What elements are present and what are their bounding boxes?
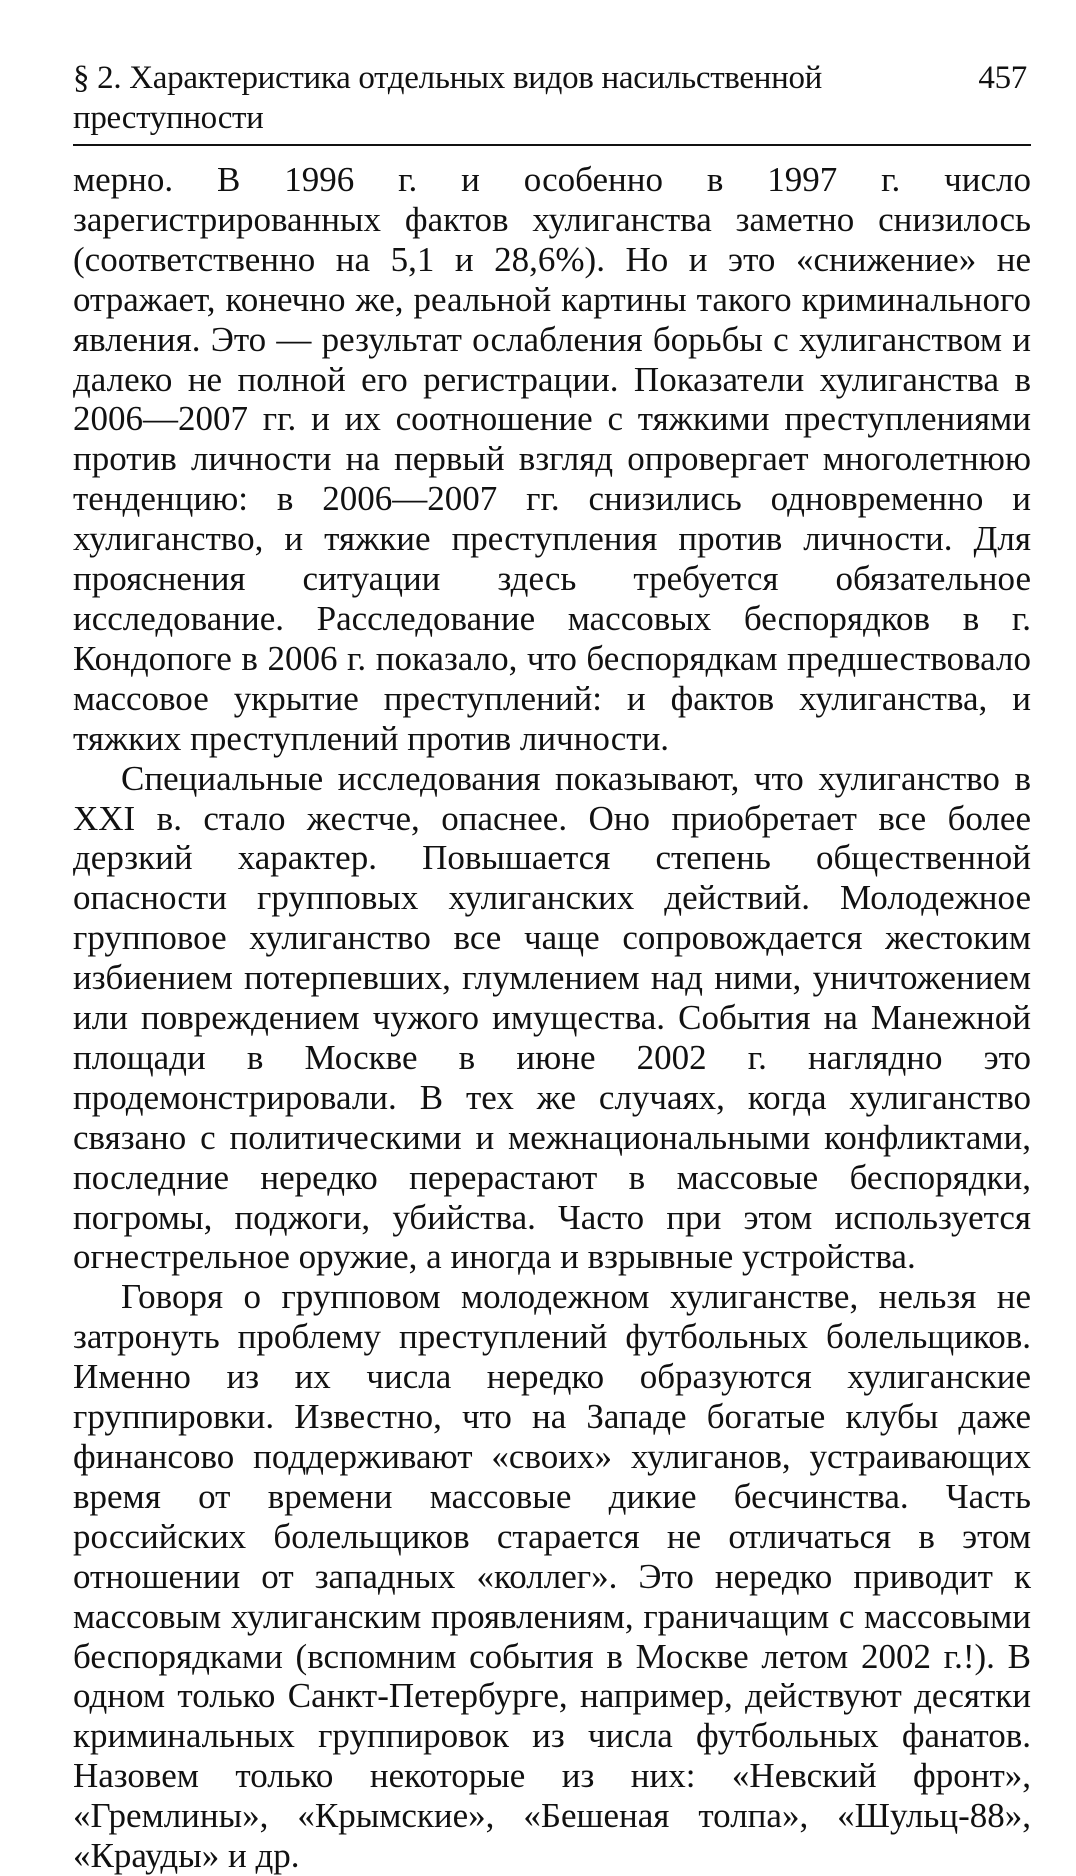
book-page (73, 58, 1031, 1876)
running-header (73, 58, 1031, 146)
section-title: § 2. Характеристика отдельных видов насильственной преступности (73, 60, 823, 136)
body-text (73, 160, 1031, 1876)
paragraph-continued: мерно. В 1996 г. и особенно в 1997 г. число зарегистрированных фактов хулиганства заметно снизилось (соответственно на 5,1 и 28,6%). Но и это «снижение» не отражает, конечно же, реальной картины такого криминального явления. Это — результат ослабления борьбы с хулиганством и далеко не полной его регистрации. Показатели хулиганства в 2006—2007 гг. и их соотношение с тяжкими преступлениями против личности на первый взгляд опровергает многолетнюю тенденцию: в 2006—2007 гг. снизились одновременно и хулиганство, и тяжкие преступления против личности. Для прояснения ситуации здесь требуется обязательное исследование. Расследование массовых беспорядков в г. Кондопоге в 2006 г. показало, что беспорядкам предшествовало массовое укрытие преступлений: и фактов хулиганства, и тяжких преступлений против личности. (73, 160, 1031, 758)
paragraph: Говоря о групповом молодежном хулиганстве, нельзя не затронуть проблему преступлений футбольных болельщиков. Именно из их числа нередко образуются хулиганские группировки. Известно, что на Западе богатые клубы даже финансово поддерживают «своих» хулиганов, устраивающих время от времени массовые дикие бесчинства. Часть российских болельщиков старается не отличаться в этом отношении от западных «коллег». Это нередко приводит к массовым хулиганским проявлениям, граничащим с массовыми беспорядками (вспомним события в Москве летом 2002 г.!). В одном только Санкт-Петербурге, например, действуют десятки криминальных группировок из числа футбольных фанатов. Назовем только некоторые из них: «Невский фронт», «Гремлины», «Крымские», «Бешеная толпа», «Шульц-88», «Крауды» и др. (73, 1277, 1031, 1876)
page-number: 457 (978, 60, 1027, 96)
paragraph: Специальные исследования показывают, что хулиганство в XXI в. стало жестче, опаснее. Оно приобретает все более дерзкий характер. Повышается степень общественной опасности групповых хулиганских действий. Молодежное групповое хулиганство все чаще сопровождается жестоким избиением потерпевших, глумлением над ними, уничтожением или повреждением чужого имущества. События на Манежной площади в Москве в июне 2002 г. наглядно это продемонстрировали. В тех же случаях, когда хулиганство связано с политическими и межнациональными конфликтами, последние нередко перерастают в массовые беспорядки, погромы, поджоги, убийства. Часто при этом используется огнестрельное оружие, а иногда и взрывные устройства. (73, 758, 1031, 1277)
